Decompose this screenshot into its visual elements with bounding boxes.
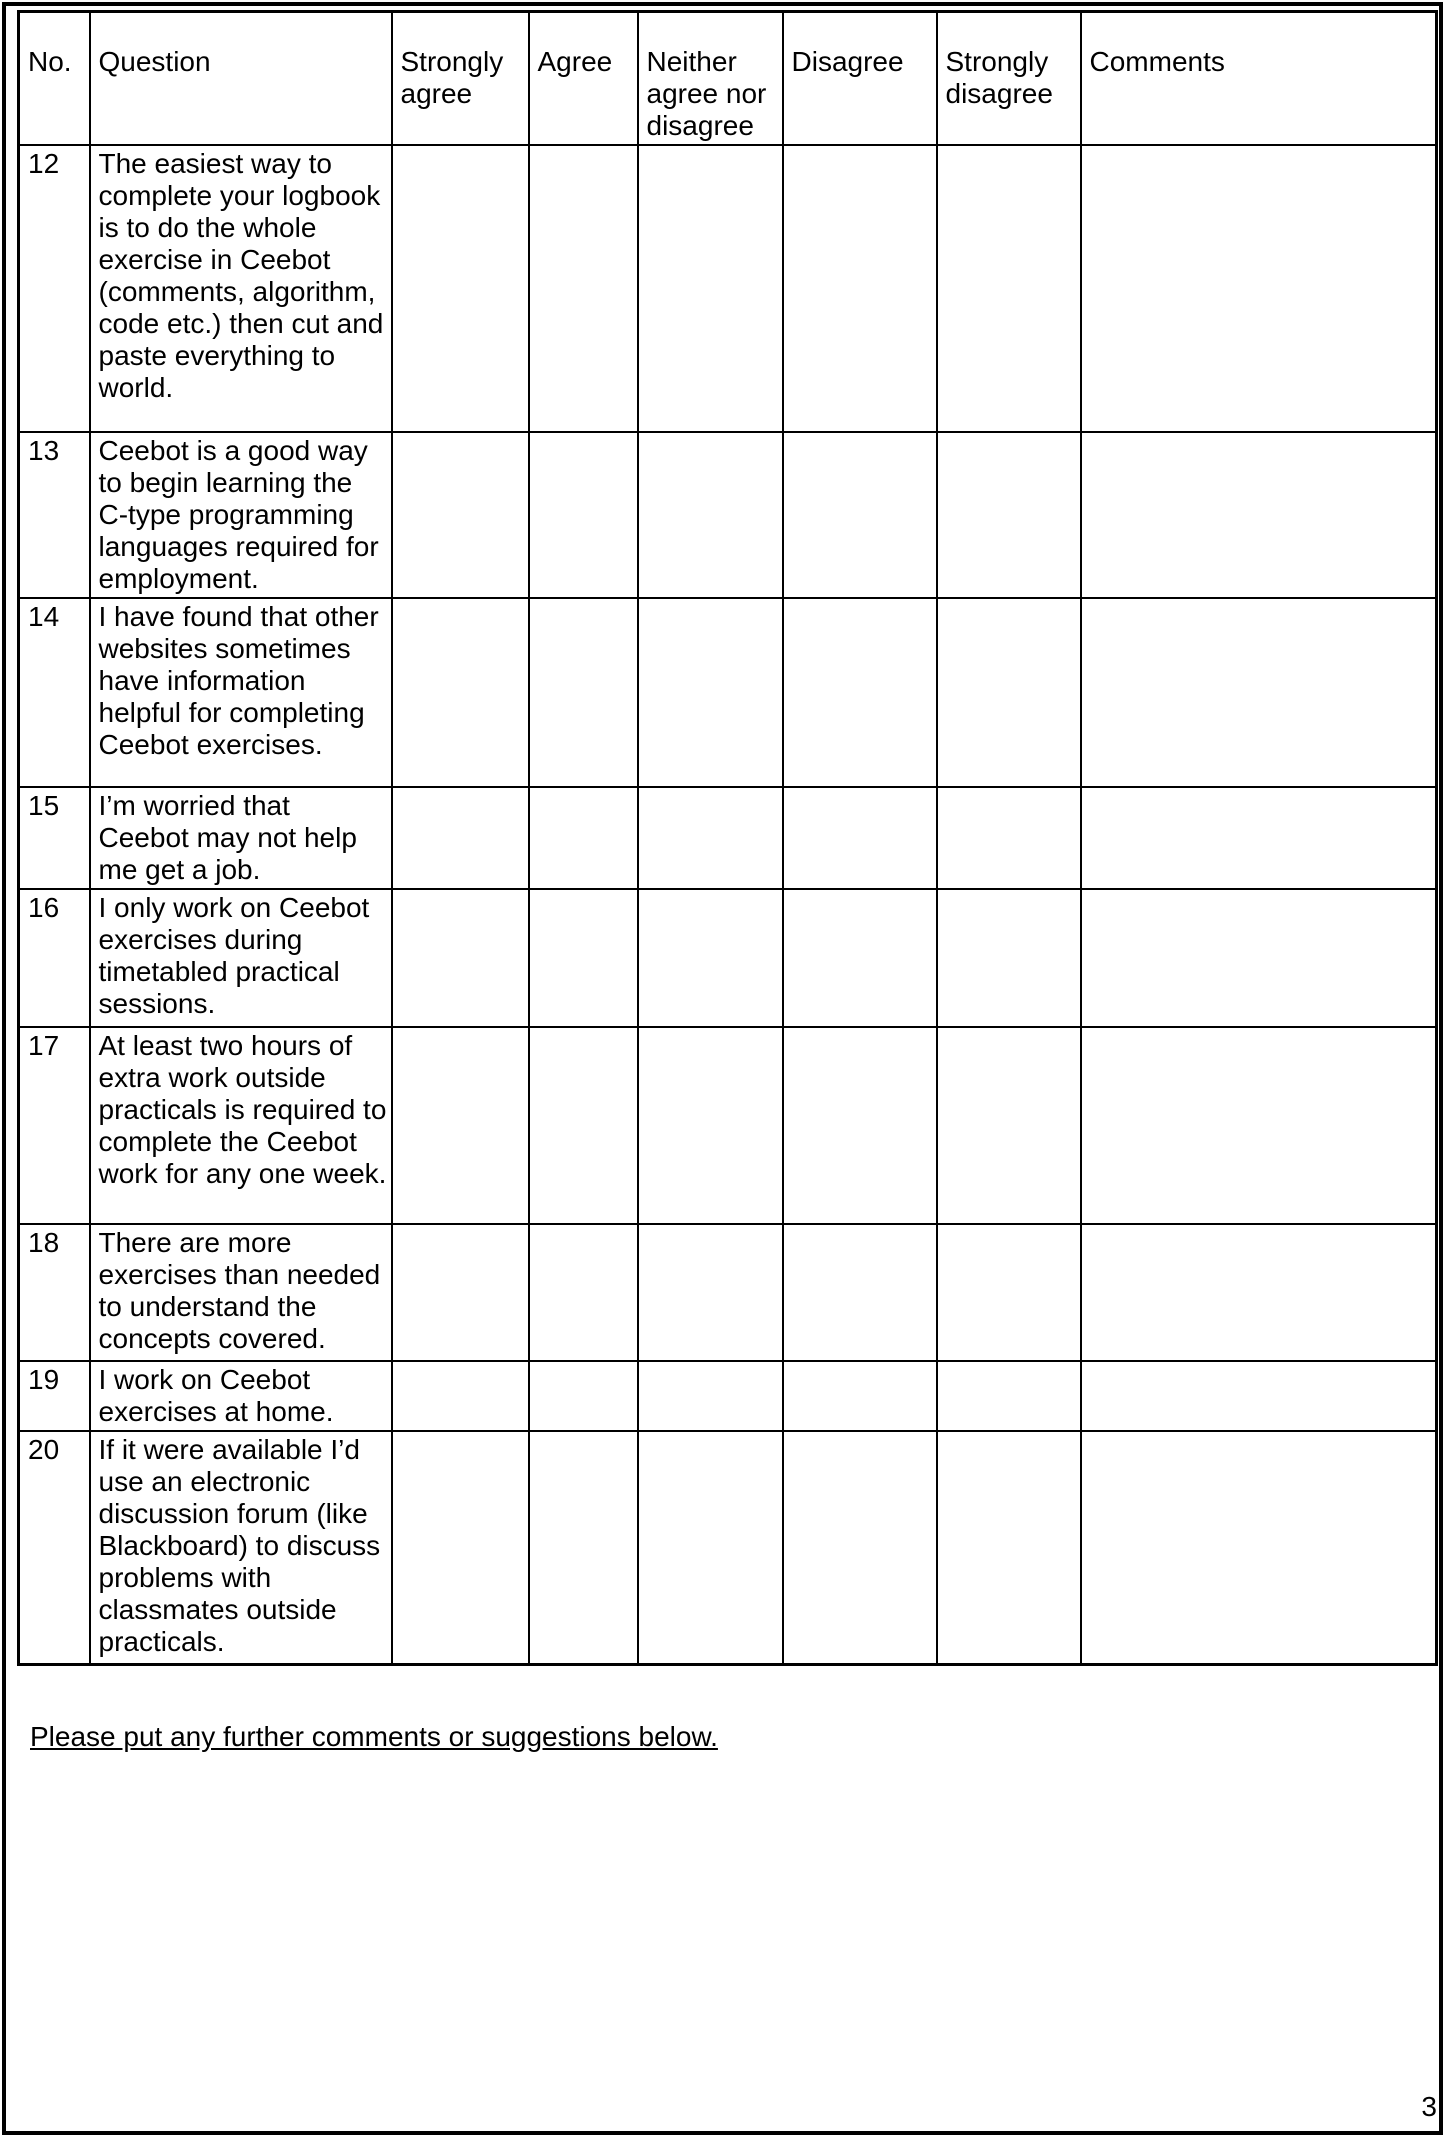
answer-cell-agree[interactable] [529, 787, 638, 889]
survey-table [17, 10, 1438, 1666]
answer-cell-neither[interactable] [638, 145, 783, 432]
question-number: 16 [19, 889, 90, 1027]
question-text: Ceebot is a good way to begin learning the C-type programming languages required for employment. [90, 432, 392, 598]
answer-cell-strongly-disagree[interactable] [937, 1361, 1081, 1431]
table-row-17 [19, 1027, 1437, 1224]
answer-cell-agree[interactable] [529, 889, 638, 1027]
answer-cell-strongly-disagree[interactable] [937, 1027, 1081, 1224]
answer-cell-strongly-disagree[interactable] [937, 889, 1081, 1027]
answer-cell-disagree[interactable] [783, 889, 937, 1027]
question-number: 13 [19, 432, 90, 598]
answer-cell-strongly-agree[interactable] [392, 889, 529, 1027]
answer-cell-disagree[interactable] [783, 145, 937, 432]
answer-cell-neither[interactable] [638, 1027, 783, 1224]
answer-cell-agree[interactable] [529, 1361, 638, 1431]
table-row-16 [19, 889, 1437, 1027]
question-number: 19 [19, 1361, 90, 1431]
table-row-19 [19, 1361, 1437, 1431]
question-text: The easiest way to complete your logbook is to do the whole exercise in Ceebot (comments, algorithm, code etc.) then cut and paste everything to world. [90, 145, 392, 432]
comments-cell[interactable] [1081, 889, 1437, 1027]
comments-cell[interactable] [1081, 1361, 1437, 1431]
question-text: I only work on Ceebot exercises during timetabled practical sessions. [90, 889, 392, 1027]
col-header-comments: Comments [1081, 12, 1437, 146]
table-row-20 [19, 1431, 1437, 1664]
page-number: 3 [1421, 2091, 1437, 2122]
answer-cell-agree[interactable] [529, 1224, 638, 1361]
comments-cell[interactable] [1081, 598, 1437, 787]
question-number: 15 [19, 787, 90, 889]
question-number: 17 [19, 1027, 90, 1224]
question-number: 18 [19, 1224, 90, 1361]
answer-cell-disagree[interactable] [783, 1361, 937, 1431]
answer-cell-strongly-agree[interactable] [392, 1027, 529, 1224]
answer-cell-neither[interactable] [638, 432, 783, 598]
answer-cell-disagree[interactable] [783, 1431, 937, 1664]
question-text: I work on Ceebot exercises at home. [90, 1361, 392, 1431]
answer-cell-neither[interactable] [638, 787, 783, 889]
table-header-row [19, 12, 1437, 146]
answer-cell-strongly-agree[interactable] [392, 145, 529, 432]
answer-cell-neither[interactable] [638, 1431, 783, 1664]
table-row-13 [19, 432, 1437, 598]
col-header-strongly-agree: Strongly agree [392, 12, 529, 146]
answer-cell-disagree[interactable] [783, 787, 937, 889]
comments-cell[interactable] [1081, 432, 1437, 598]
further-comments-prompt: Please put any further comments or suggestions below. [30, 1721, 718, 1752]
question-number: 12 [19, 145, 90, 432]
question-text: If it were available I’d use an electronic discussion forum (like Blackboard) to discuss problems with classmates outside practicals. [90, 1431, 392, 1664]
question-text: I’m worried that Ceebot may not help me get a job. [90, 787, 392, 889]
answer-cell-agree[interactable] [529, 432, 638, 598]
answer-cell-neither[interactable] [638, 1224, 783, 1361]
col-header-agree: Agree [529, 12, 638, 146]
comments-cell[interactable] [1081, 1027, 1437, 1224]
answer-cell-strongly-agree[interactable] [392, 787, 529, 889]
answer-cell-strongly-disagree[interactable] [937, 787, 1081, 889]
question-text: I have found that other websites sometimes have information helpful for completing Ceebot exercises. [90, 598, 392, 787]
answer-cell-strongly-agree[interactable] [392, 1361, 529, 1431]
col-header-strongly-disagree: Strongly disagree [937, 12, 1081, 146]
comments-cell[interactable] [1081, 1431, 1437, 1664]
answer-cell-strongly-disagree[interactable] [937, 432, 1081, 598]
answer-cell-disagree[interactable] [783, 1027, 937, 1224]
answer-cell-disagree[interactable] [783, 432, 937, 598]
answer-cell-neither[interactable] [638, 598, 783, 787]
answer-cell-disagree[interactable] [783, 598, 937, 787]
answer-cell-neither[interactable] [638, 889, 783, 1027]
answer-cell-strongly-agree[interactable] [392, 598, 529, 787]
col-header-neither: Neither agree nor disagree [638, 12, 783, 146]
col-header-no: No. [19, 12, 90, 146]
answer-cell-neither[interactable] [638, 1361, 783, 1431]
answer-cell-agree[interactable] [529, 1431, 638, 1664]
question-text: At least two hours of extra work outside practicals is required to complete the Ceebot work for any one week. [90, 1027, 392, 1224]
col-header-question: Question [90, 12, 392, 146]
answer-cell-strongly-disagree[interactable] [937, 1224, 1081, 1361]
answer-cell-strongly-disagree[interactable] [937, 145, 1081, 432]
question-number: 14 [19, 598, 90, 787]
table-row-18 [19, 1224, 1437, 1361]
table-row-15 [19, 787, 1437, 889]
answer-cell-disagree[interactable] [783, 1224, 937, 1361]
answer-cell-strongly-agree[interactable] [392, 1431, 529, 1664]
answer-cell-strongly-disagree[interactable] [937, 598, 1081, 787]
answer-cell-agree[interactable] [529, 145, 638, 432]
table-row-12 [19, 145, 1437, 432]
answer-cell-agree[interactable] [529, 598, 638, 787]
col-header-disagree: Disagree [783, 12, 937, 146]
answer-cell-agree[interactable] [529, 1027, 638, 1224]
answer-cell-strongly-disagree[interactable] [937, 1431, 1081, 1664]
comments-cell[interactable] [1081, 787, 1437, 889]
comments-cell[interactable] [1081, 1224, 1437, 1361]
answer-cell-strongly-agree[interactable] [392, 1224, 529, 1361]
table-row-14 [19, 598, 1437, 787]
question-text: There are more exercises than needed to understand the concepts covered. [90, 1224, 392, 1361]
comments-cell[interactable] [1081, 145, 1437, 432]
answer-cell-strongly-agree[interactable] [392, 432, 529, 598]
question-number: 20 [19, 1431, 90, 1664]
